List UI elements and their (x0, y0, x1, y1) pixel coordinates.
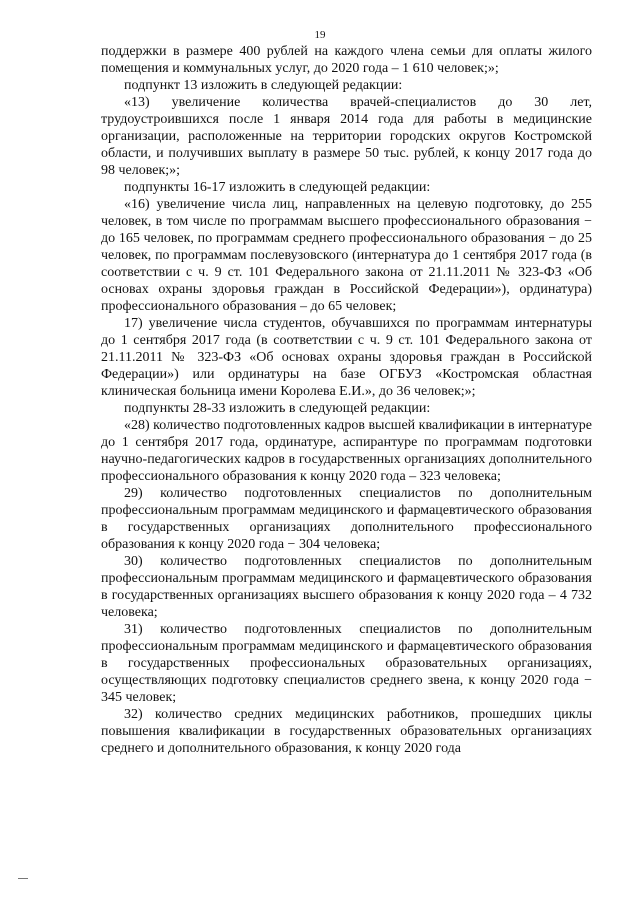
paragraph-item-16: «16) увеличение числа лиц, направленных на целевую подготовку, до 255 человек, в том числе по программам высшего профессионального образования − до 165 человек, по программам среднего профессионального образования − до 25 человек, по программам послевузовского (интернатура до 1 сентября 2017 года (в соответствии с ч. 9 ст. 101 Федерального закона от 21.11.2011 № 323-ФЗ «Об основах охраны здоровья граждан в Российской Федерации»), ординатура) профессионального образования – до 65 человек; (101, 197, 592, 314)
scan-corner-mark (18, 878, 28, 879)
page-number: 19 (314, 29, 326, 41)
paragraph-item-32: 32) количество средних медицинских работников, прошедших циклы повышения квалификации в государственных образовательных организациях среднего и дополнительного образования, к концу 2020 года (101, 707, 592, 756)
paragraph-item-28: «28) количество подготовленных кадров высшей квалификации в интернатуре до 1 сентября 2017 года, ординатуре, аспирантуре по программам подготовки научно-педагогических кадров в государственных организациях дополнительного профессионального образования к концу 2020 года – 323 человека; (101, 418, 592, 484)
instruction-subpoint-13: подпункт 13 изложить в следующей редакции: (124, 78, 403, 93)
paragraph-item-31: 31) количество подготовленных специалистов по дополнительным профессиональным программам медицинского и фармацевтического образования в государственных профессиональных образовательных организациях, осуществляющих подготовку специалистов среднего звена, к концу 2020 года − 345 человек; (101, 622, 592, 705)
instruction-subpoints-28-33: подпункты 28-33 изложить в следующей редакции: (124, 401, 431, 416)
instruction-subpoints-16-17: подпункты 16-17 изложить в следующей редакции: (124, 180, 431, 195)
paragraph-item-29: 29) количество подготовленных специалистов по дополнительным профессиональным программам медицинского и фармацевтического образования в государственных организациях дополнительного профессионального образования к концу 2020 года − 304 человека; (101, 486, 592, 552)
document-body (101, 43, 592, 757)
paragraph-item-17: 17) увеличение числа студентов, обучавшихся по программам интернатуры до 1 сентября 2017 года (в соответствии с ч. 9 ст. 101 Федерального закона от 21.11.2011 № 323-ФЗ «Об основах охраны здоровья граждан в Российской Федерации») или ординатуры на базе ОГБУЗ «Костромская областная клиническая больница имени Королева Е.И.», до 36 человек;»; (101, 316, 592, 399)
paragraph-item-30: 30) количество подготовленных специалистов по дополнительным профессиональным программам медицинского и фармацевтического образования в государственных организациях высшего образования к концу 2020 года – 4 732 человека; (101, 554, 592, 620)
paragraph-support-continuation: поддержки в размере 400 рублей на каждого члена семьи для оплаты жилого помещения и коммунальных услуг, до 2020 года – 1 610 человек;»; (101, 44, 592, 76)
paragraph-item-13: «13) увеличение количества врачей-специалистов до 30 лет, трудоустроившихся после 1 января 2014 года для работы в медицинские организации, расположенные на территории городских округов Костромской области, и получивших выплату в размере 50 тыс. рублей, к концу 2017 года до 98 человек;»; (101, 95, 592, 178)
